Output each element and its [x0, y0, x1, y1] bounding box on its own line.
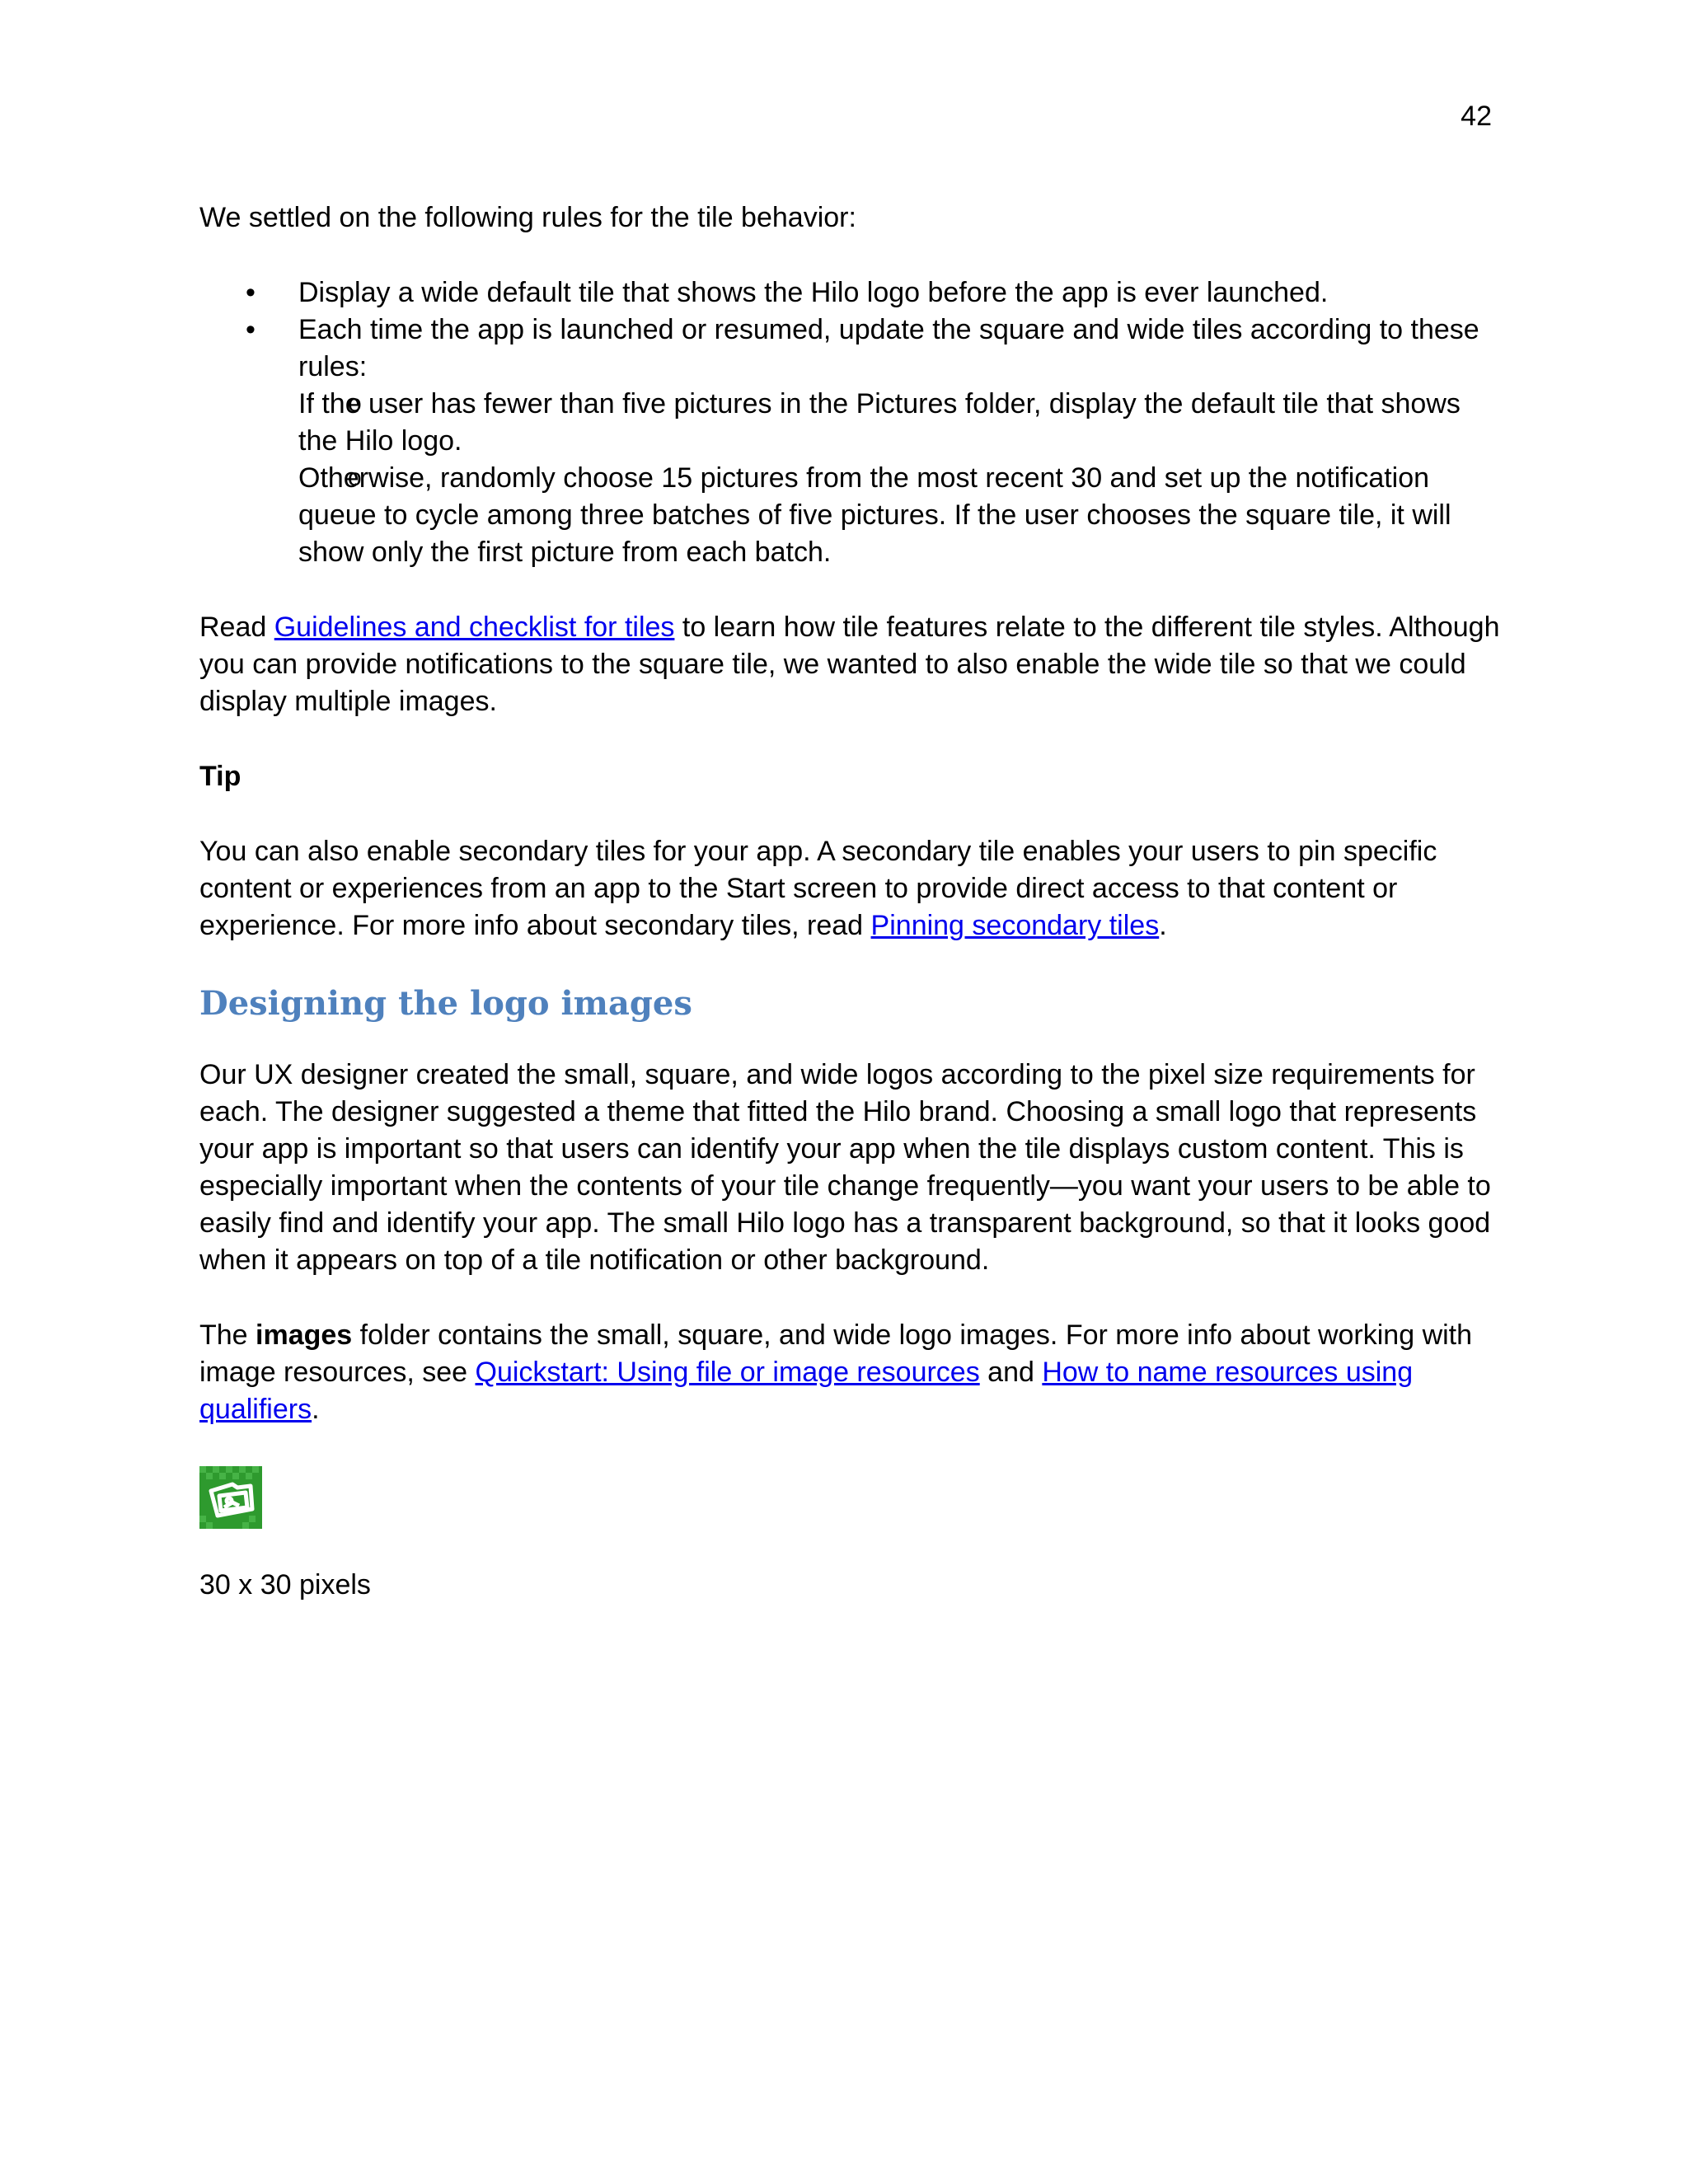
page-number: 42: [1461, 101, 1492, 132]
read-paragraph: [199, 609, 1502, 720]
logo-caption: 30 x 30 pixels: [199, 1569, 371, 1601]
pinning-secondary-tiles-link[interactable]: Pinning secondary tiles: [870, 910, 1160, 941]
section-heading: Designing the logo images: [199, 984, 692, 1023]
images-paragraph: [199, 1317, 1502, 1428]
list-item: [199, 312, 1502, 571]
intro-paragraph: We settled on the following rules for the tile behavior:: [199, 202, 856, 233]
tip-text: You can also enable secondary tiles for your app. A secondary tile enables your users to pin specific content or experiences from an app to the Start screen to provide direct access to that content or experience. For more info about secondary tiles, read: [199, 836, 1437, 941]
images-text-2: folder contains the small, square, and wide logo images. For more info about working with image resources, see: [199, 1319, 1473, 1388]
images-text-1: The: [199, 1319, 256, 1351]
list-item-text: Display a wide default tile that shows the Hilo logo before the app is ever launched.: [298, 277, 1329, 308]
sub-list-item-text: If the user has fewer than five pictures in the Pictures folder, display the default tile that shows the Hilo logo.: [298, 388, 1461, 457]
hilo-small-logo-icon: [199, 1466, 262, 1529]
sub-list-item: [199, 460, 1502, 571]
ux-paragraph: Our UX designer created the small, square, and wide logos according to the pixel size requirements for each. The designer suggested a theme that fitted the Hilo brand. Choosing a small logo that represents your app is important so that users can identify your app when the tile displays custom content. This is especially important when the contents of your tile change frequently—you want your users to be able to easily find and identify your app. The small Hilo logo has a transparent background, so that it looks good when it appears on top of a tile notification or other background.: [199, 1059, 1491, 1276]
images-bold: images: [256, 1319, 353, 1351]
sub-list-item: [199, 386, 1502, 460]
tip-end: .: [1159, 910, 1167, 941]
read-prefix: Read: [199, 612, 274, 643]
tile-rules-list: [199, 274, 1502, 571]
images-text-4: .: [312, 1394, 320, 1425]
tip-label: Tip: [199, 761, 241, 792]
tip-paragraph: [199, 833, 1502, 944]
guidelines-link[interactable]: Guidelines and checklist for tiles: [274, 612, 675, 643]
page-content: [199, 199, 1502, 1604]
list-item: [199, 274, 1502, 312]
images-text-3: and: [979, 1357, 1043, 1388]
read-suffix: to learn how tile features relate to the different tile styles. Although you can provide notifications to the square tile, we wanted to also enable the wide tile so that we could display multiple images.: [199, 612, 1500, 717]
sub-list-item-text: Otherwise, randomly choose 15 pictures from the most recent 30 and set up the notification queue to cycle among three batches of five pictures. If the user chooses the square tile, it will show only the first picture from each batch.: [298, 462, 1451, 568]
name-resources-link[interactable]: How to name resources using qualifiers: [199, 1357, 1414, 1425]
quickstart-link[interactable]: Quickstart: Using file or image resources: [475, 1357, 980, 1388]
sub-rules-list: [199, 386, 1502, 571]
list-item-text: Each time the app is launched or resumed, update the square and wide tiles according to these rules:: [298, 314, 1479, 382]
